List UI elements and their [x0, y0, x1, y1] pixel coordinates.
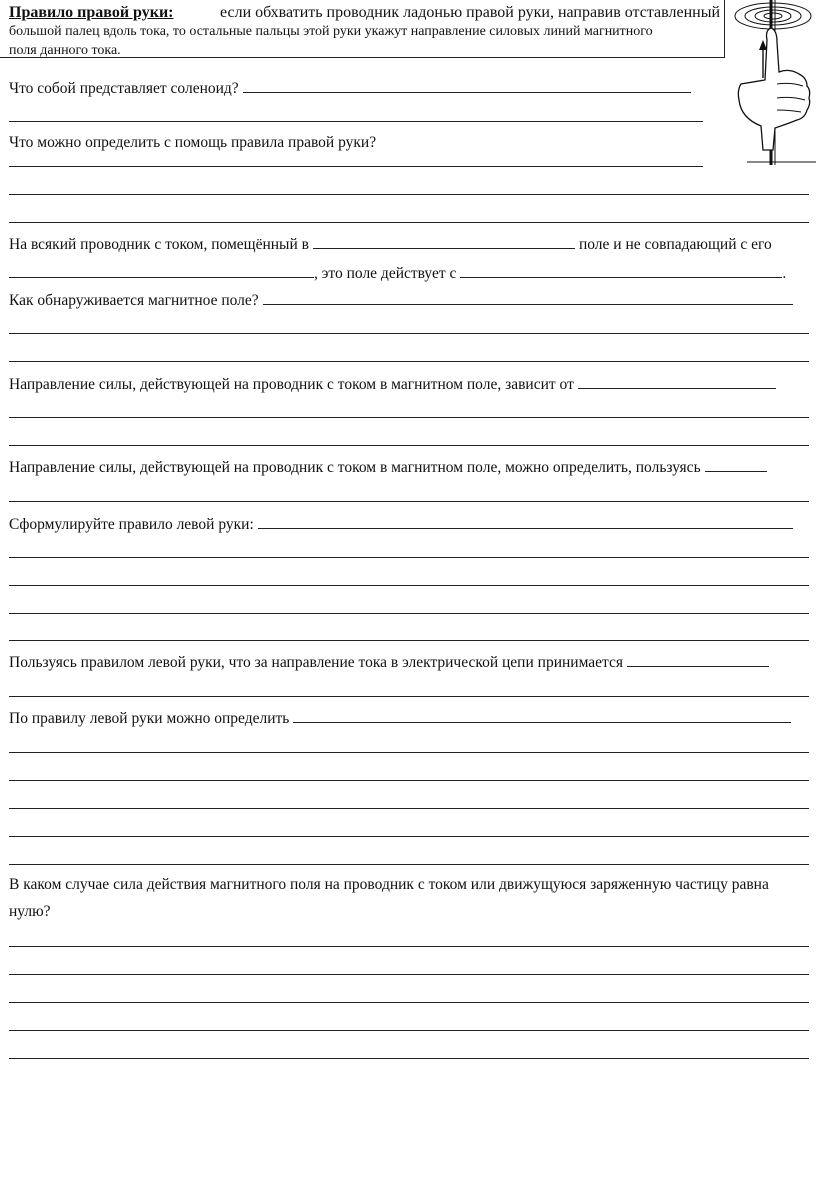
question-current-direction — [9, 652, 769, 672]
question-force-direction-method-text: Направление силы, действующей на проводник с током в магнитном поле, можно определить, пользуясь — [9, 459, 701, 476]
rule-line-1 — [9, 3, 720, 22]
question-zero-force-cont: нулю? — [9, 903, 51, 920]
answer-line[interactable] — [9, 1030, 809, 1031]
question-field-detection-text: Как обнаруживается магнитное поле? — [9, 292, 259, 309]
answer-blank[interactable] — [460, 263, 782, 278]
answer-line[interactable] — [9, 194, 809, 195]
question-zero-force: В каком случае сила действия магнитного поля на проводник с током или движущуюся заряженную частицу равна — [9, 876, 769, 893]
answer-line[interactable] — [9, 417, 809, 418]
answer-blank[interactable] — [313, 234, 575, 249]
answer-line[interactable] — [9, 166, 703, 167]
answer-blank[interactable] — [9, 263, 314, 278]
answer-blank[interactable] — [258, 514, 793, 529]
question-left-hand-determine — [9, 708, 791, 728]
answer-blank[interactable] — [705, 457, 767, 472]
question-force-text-a: На всякий проводник с током, помещённый в — [9, 236, 309, 253]
question-force-direction-depends-text: Направление силы, действующей на проводник с током в магнитном поле, зависит от — [9, 376, 574, 393]
rule-line-2: большой палец вдоль тока, то остальные пальцы этой руки укажут направление силовых линий магнитного — [9, 24, 653, 39]
answer-line[interactable] — [9, 121, 703, 122]
answer-line[interactable] — [9, 222, 809, 223]
right-hand-rule-icon — [727, 0, 816, 165]
answer-line[interactable] — [9, 613, 809, 614]
answer-line[interactable] — [9, 585, 809, 586]
question-force-direction-method — [9, 457, 767, 477]
question-current-direction-text: Пользуясь правилом левой руки, что за направление тока в электрической цепи принимается — [9, 654, 624, 671]
answer-line[interactable] — [9, 333, 809, 334]
answer-line[interactable] — [9, 696, 809, 697]
rule-box — [0, 0, 725, 58]
rule-text-1: если обхватить проводник ладонью правой руки, направив отставленный — [220, 4, 720, 21]
answer-line[interactable] — [9, 640, 809, 641]
rule-line-3: поля данного тока. — [9, 43, 121, 58]
answer-blank[interactable] — [243, 78, 691, 93]
answer-line[interactable] — [9, 445, 809, 446]
answer-line[interactable] — [9, 974, 809, 975]
answer-line[interactable] — [9, 752, 809, 753]
question-solenoid-text: Что собой представляет соленоид? — [9, 80, 239, 97]
answer-blank[interactable] — [263, 290, 793, 305]
question-force-direction-depends — [9, 374, 776, 394]
answer-line[interactable] — [9, 808, 809, 809]
answer-line[interactable] — [9, 836, 809, 837]
question-field-detection — [9, 290, 793, 310]
question-solenoid — [9, 78, 691, 98]
answer-blank[interactable] — [627, 652, 769, 667]
answer-line[interactable] — [9, 501, 809, 502]
answer-line[interactable] — [9, 780, 809, 781]
question-force-on-conductor — [9, 234, 772, 254]
answer-line[interactable] — [9, 557, 809, 558]
answer-blank[interactable] — [293, 708, 791, 723]
question-left-hand-rule — [9, 514, 793, 534]
question-force-text-d: . — [782, 265, 787, 282]
question-right-hand-use: Что можно определить с помощь правила правой руки? — [9, 134, 377, 151]
answer-line[interactable] — [9, 1002, 809, 1003]
question-left-hand-determine-text: По правилу левой руки можно определить — [9, 710, 290, 727]
answer-blank[interactable] — [578, 374, 776, 389]
answer-line[interactable] — [9, 946, 809, 947]
question-force-text-c: , это поле действует с — [314, 265, 457, 282]
rule-title: Правило правой руки: — [9, 4, 174, 21]
answer-line[interactable] — [9, 864, 809, 865]
question-left-hand-rule-text: Сформулируйте правило левой руки: — [9, 516, 254, 533]
question-force-on-conductor-cont — [9, 263, 786, 283]
question-force-text-b: поле и не совпадающий с его — [578, 236, 772, 253]
answer-line[interactable] — [9, 1058, 809, 1059]
answer-line[interactable] — [9, 361, 809, 362]
